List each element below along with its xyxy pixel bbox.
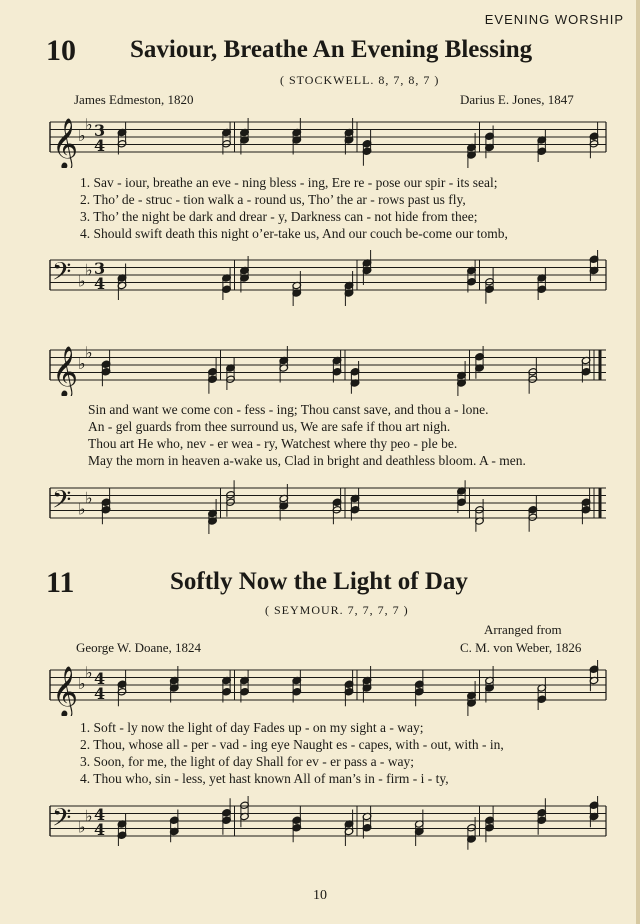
flat-icon: ♭ [78, 674, 86, 693]
hymn-10-verse-2-cont: An - gel guards from thee surround us, We are safe if thou art nigh. [88, 419, 451, 434]
staff-lines [50, 260, 606, 290]
hymn-10-verse-3: 3. Tho’ the night be dark and drear - y, Darkness can - not hide from thee; [80, 209, 478, 224]
hymn-10-author: James Edmeston, 1820 [74, 92, 194, 107]
hymn-10-verse-3-cont: Thou art He who, nev - er wea - ry, Watchest where thy peo - ple be. [88, 436, 458, 451]
hymn-10-treble-staff-1 [48, 112, 608, 168]
staff-lines [50, 350, 606, 380]
hymn-10-number: 10 [46, 34, 76, 67]
staff-lines [50, 122, 606, 152]
flat-icon: ♭ [78, 126, 86, 145]
hymn-10-verse-1: 1. Sav - iour, breathe an eve - ning bless - ing, Ere re - pose our spir - its seal; [80, 175, 498, 190]
hymn-10-bass-staff-1 [48, 250, 608, 306]
page-edge [636, 0, 640, 924]
staff-lines [50, 670, 606, 700]
hymn-11-verse-3: 3. Soon, for me, the light of day Shall for ev - er pass a - way; [80, 754, 415, 769]
staff-lines [50, 488, 606, 518]
hymn-11-verse-2: 2. Thou, whose all - per - vad - ing eye Naught es - capes, with - out, with - in, [80, 737, 504, 752]
hymn-11-composer: C. M. von Weber, 1826 [460, 640, 582, 655]
hymn-11-tune: ( SEYMOUR. 7, 7, 7, 7 ) [265, 603, 409, 617]
bass-clef-icon: 𝄢 [52, 257, 72, 293]
hymn-11-title: Softly Now the Light of Day [170, 568, 468, 595]
flat-icon: ♭ [78, 354, 86, 373]
time-signature-top: 4 [94, 805, 106, 824]
flat-icon: ♭ [85, 488, 93, 508]
flat-icon: ♭ [78, 817, 86, 837]
flat-icon: ♭ [85, 806, 93, 826]
hymn-10-composer: Darius E. Jones, 1847 [460, 92, 574, 107]
time-signature-top: 4 [94, 669, 106, 688]
flat-icon: ♭ [85, 662, 93, 682]
flat-icon: ♭ [78, 271, 86, 291]
hymn-10-verse-2: 2. Tho’ de - struc - tion walk a - round us, Tho’ the ar - rows past us fly, [80, 192, 466, 207]
flat-icon: ♭ [85, 260, 93, 280]
time-signature-bottom: 4 [94, 684, 106, 703]
flat-icon: ♭ [85, 114, 93, 134]
hymn-11-arranged: Arranged from [484, 622, 562, 637]
treble-clef-icon: 𝄞 [52, 346, 79, 396]
time-signature-top: 3 [94, 121, 106, 140]
hymn-11-verse-1: 1. Soft - ly now the light of day Fades up - on my sight a - way; [80, 720, 424, 735]
time-signature-bottom: 4 [94, 274, 106, 293]
hymn-11-number: 11 [46, 566, 75, 599]
time-signature-top: 3 [94, 259, 106, 278]
treble-clef-icon: 𝄞 [52, 666, 79, 716]
hymn-10-title: Saviour, Breathe An Evening Blessing [130, 36, 533, 63]
page-number: 10 [313, 888, 327, 903]
hymn-10-tune: ( STOCKWELL. 8, 7, 8, 7 ) [280, 73, 440, 87]
hymn-11-treble-staff [48, 660, 608, 716]
flat-icon: ♭ [78, 499, 86, 519]
time-signature-bottom: 4 [94, 820, 106, 839]
flat-icon: ♭ [85, 342, 93, 362]
hymn-10-verse-1-cont: Sin and want we come con - fess - ing; Thou canst save, and thou a - lone. [88, 402, 489, 417]
treble-clef-icon: 𝄞 [52, 118, 79, 168]
section-header: EVENING WORSHIP [484, 12, 624, 27]
hymn-10-treble-staff-2 [48, 340, 608, 396]
hymn-11-author: George W. Doane, 1824 [76, 640, 202, 655]
hymn-10-verse-4: 4. Should swift death this night o’er-take us, And our couch be-come our tomb, [80, 226, 508, 241]
bass-clef-icon: 𝄢 [52, 485, 72, 521]
hymn-10-bass-staff-2 [48, 478, 608, 534]
staff-lines [50, 806, 606, 836]
bass-clef-icon: 𝄢 [52, 803, 72, 839]
hymn-10-verse-4-cont: May the morn in heaven a-wake us, Clad in bright and deathless bloom. A - men. [88, 453, 526, 468]
time-signature-bottom: 4 [94, 136, 106, 155]
hymn-11-verse-4: 4. Thou who, sin - less, yet hast known All of man’s in - firm - i - ty, [80, 771, 449, 786]
hymn-11-bass-staff [48, 796, 608, 852]
